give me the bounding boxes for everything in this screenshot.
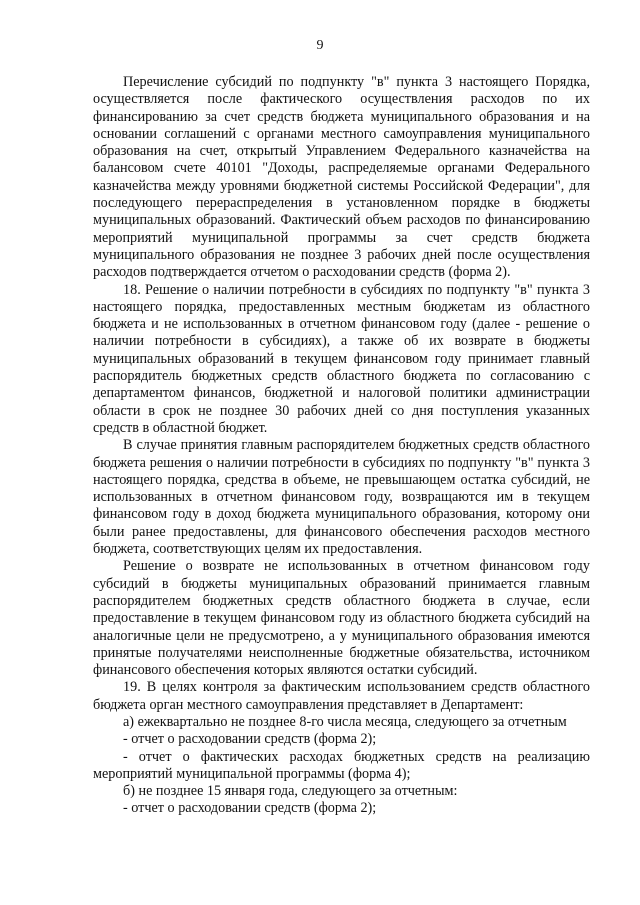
paragraph-transfer-of-subsidies: Перечисление субсидий по подпункту "в" пункта 3 настоящего Порядка, осуществляется после фактического осуществления расходов по их финансированию за счет средств бюджета муниципального образования и на основании соглашений с органами местного самоуправления муниципального образования на счет, открытый Управлением Федерального казначейства на балансовом счете 40101 "Доходы, распределяемые органами Федерального казначейства между уровнями бюджетной системы Российской Федерации", для последующего перераспределения в установленном порядке в бюджеты муниципальных образований. Фактический объем расходов по финансированию мероприятий муниципальной программы за счет средств бюджета муниципального образования не позднее 3 рабочих дней после осуществления расходов подтверждается отчетом о расходовании средств (форма 2). <box>93 74 590 281</box>
list-item-b-annual: б) не позднее 15 января года, следующего за отчетным: <box>123 783 458 800</box>
paragraph-decision-on-return: Решение о возврате не использованных в отчетном финансовом году субсидий в бюджеты муниципальных образований принимается главным распорядителем бюджетных средств областного бюджета в случае, если предоставление в текущем финансовом году из областного бюджета субсидий на аналогичные цели не предусмотрено, а у муниципального образования имеются принятые получателями неисполненные бюджетные обязательства, источником финансового обеспечения которых являются остатки субсидий. <box>93 558 590 679</box>
list-item-report-form-2: - отчет о расходовании средств (форма 2); <box>123 731 377 748</box>
list-item-report-form-2-annual: - отчет о расходовании средств (форма 2); <box>123 800 377 817</box>
document-body <box>93 74 590 818</box>
paragraph-item-19: 19. В целях контроля за фактическим использованием средств областного бюджета орган местного самоуправления представляет в Департамент: <box>93 679 590 713</box>
list-item-report-form-4: - отчет о фактических расходах бюджетных средств на реализацию мероприятий муниципальной программы (форма 4); <box>93 748 590 782</box>
list-item-a-quarterly: а) ежеквартально не позднее 8-го числа месяца, следующего за отчетным <box>123 713 567 730</box>
paragraph-decision-on-need: В случае принятия главным распорядителем бюджетных средств областного бюджета решения о наличии потребности в субсидиях по подпункту "в" пункта 3 настоящего порядка, средства в объеме, не превышающем остатка субсидий, не использованных в отчетном финансовом году, возвращаются им в текущем финансовом году в доход бюджета муниципального образования, которому они были ранее предоставлены, для финансового обеспечения расходов местного бюджета, соответствующих целям их предоставления. <box>93 437 590 558</box>
page-number: 9 <box>316 38 324 53</box>
paragraph-item-18: 18. Решение о наличии потребности в субсидиях по подпункту "в" пункта 3 настоящего порядка, предоставленных местным бюджетам из областного бюджета и не использованных в отчетном финансовом году (далее - решение о наличии потребности в субсидиях), а также об их возврате в бюджеты муниципальных образований в текущем финансовом году принимает главный распорядитель бюджетных средств областного бюджета по согласованию с департаментом финансов, бюджетной и налоговой политики администрации области в срок не позднее 30 рабочих дней со дня поступления указанных средств в областной бюджет. <box>93 281 590 436</box>
